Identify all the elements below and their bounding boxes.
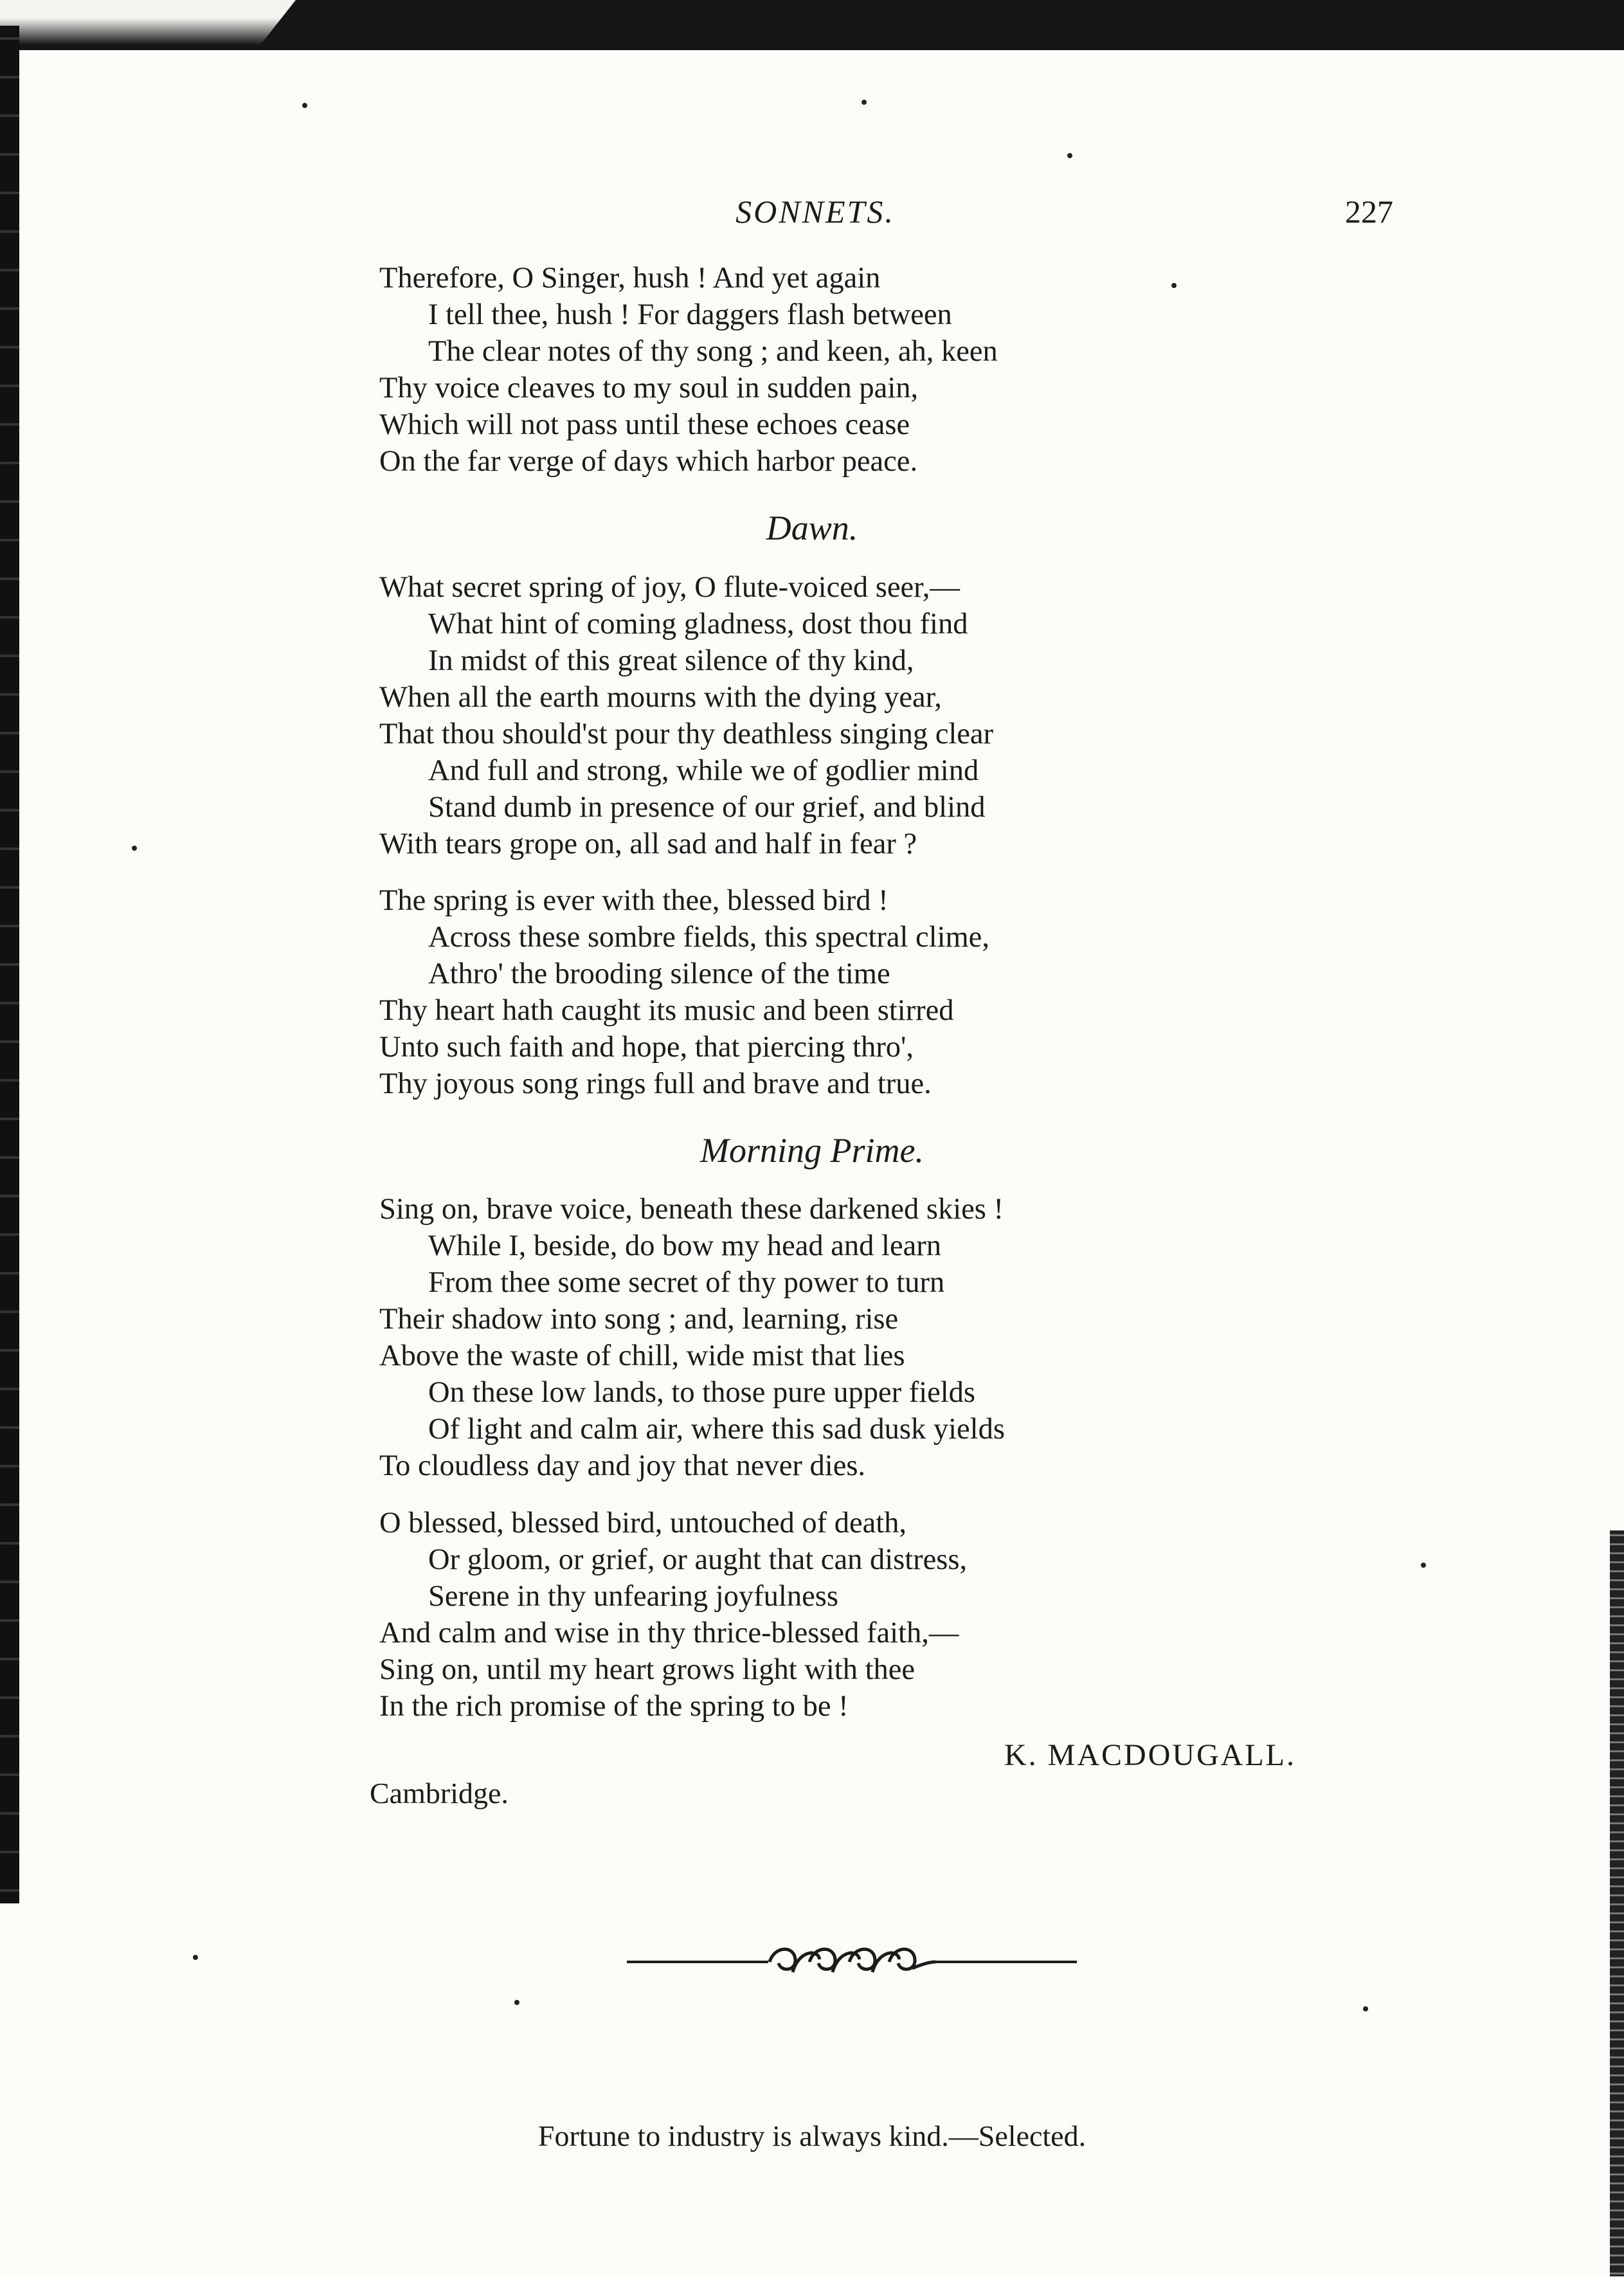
poem-line: Sing on, until my heart grows light with thee <box>379 1653 916 1686</box>
poem-line: Sing on, brave voice, beneath these darkened skies ! <box>379 1193 1004 1226</box>
poem-line: Their shadow into song ; and, learning, rise <box>379 1303 899 1336</box>
poem-line: In the rich promise of the spring to be ! <box>379 1690 849 1723</box>
poem-line: Above the waste of chill, wide mist that lies <box>379 1339 905 1372</box>
poem-line: The spring is ever with thee, blessed bird ! <box>379 884 889 917</box>
scan-speck <box>302 103 307 108</box>
dawn-stanza-1 <box>379 569 993 862</box>
poem-line: On these low lands, to those pure upper fields <box>428 1376 976 1409</box>
poem-line: Thy heart hath caught its music and been stirred <box>379 994 954 1027</box>
sonnet-title-dawn: Dawn. <box>766 509 858 547</box>
poem-line: Thy voice cleaves to my soul in sudden pain, <box>379 372 919 404</box>
poem-line: Serene in thy unfearing joyfulness <box>428 1580 838 1613</box>
sonnet-title-morning-prime: Morning Prime. <box>700 1131 924 1170</box>
poem-line: That thou should'st pour thy deathless singing clear <box>379 718 994 750</box>
poem-line: What secret spring of joy, O flute-voiced seer,— <box>379 571 960 604</box>
poem-line: To cloudless day and joy that never dies. <box>379 1449 866 1482</box>
ornament-divider-icon <box>627 1939 1077 1984</box>
poem-line: Therefore, O Singer, hush ! And yet again <box>379 262 881 295</box>
scan-speck <box>132 846 137 851</box>
place-of-writing: Cambridge. <box>370 1777 509 1810</box>
poem-line: On the far verge of days which harbor peace. <box>379 445 918 478</box>
poem-line: With tears grope on, all sad and half in fear ? <box>379 828 917 860</box>
footer-quote: Fortune to industry is always kind.—Selected. <box>537 2119 1087 2152</box>
poem-line: Thy joyous song rings full and brave and true. <box>379 1067 932 1100</box>
scan-speck <box>514 2000 519 2005</box>
poem-line: The clear notes of thy song ; and keen, ah, keen <box>428 335 998 368</box>
poem-line: Or gloom, or grief, or aught that can distress, <box>428 1543 968 1576</box>
scan-top-border-fade <box>0 0 296 45</box>
poem-line: Across these sombre fields, this spectral clime, <box>428 921 989 954</box>
scan-speck <box>1171 283 1177 288</box>
scan-speck <box>193 1955 198 1960</box>
scan-speck <box>1067 153 1072 158</box>
poem-line: Unto such faith and hope, that piercing thro', <box>379 1031 914 1064</box>
poem-line: Stand dumb in presence of our grief, and blind <box>428 791 986 824</box>
scan-speck <box>1421 1563 1426 1568</box>
poem-line: What hint of coming gladness, dost thou find <box>428 608 968 640</box>
dawn-stanza-2 <box>379 882 989 1102</box>
morning-prime-stanza-2 <box>379 1505 967 1725</box>
poem-line: And calm and wise in thy thrice-blessed faith,— <box>379 1617 959 1649</box>
poem-line: Athro' the brooding silence of the time <box>428 957 890 990</box>
page-number: 227 <box>1345 194 1393 230</box>
poem-line: Of light and calm air, where this sad dusk yields <box>428 1413 1005 1446</box>
scan-right-border <box>1610 1530 1624 2276</box>
sonnet-stanza <box>379 260 998 480</box>
scan-left-border <box>0 26 19 1903</box>
poem-line: Which will not pass until these echoes cease <box>379 408 910 441</box>
poem-line: In midst of this great silence of thy kind, <box>428 644 914 677</box>
poem-line: And full and strong, while we of godlier mind <box>428 754 979 787</box>
poem-line: I tell thee, hush ! For daggers flash between <box>428 298 952 331</box>
poem-line: While I, beside, do bow my head and learn <box>428 1229 941 1262</box>
running-header-title: SONNETS. <box>735 194 895 230</box>
poem-line: O blessed, blessed bird, untouched of death, <box>379 1507 907 1539</box>
morning-prime-stanza-1 <box>379 1191 1005 1484</box>
author-signature: K. MACDOUGALL. <box>1004 1738 1296 1772</box>
scan-speck <box>862 100 867 105</box>
scan-speck <box>1363 2006 1368 2011</box>
poem-line: From thee some secret of thy power to turn <box>428 1266 945 1299</box>
poem-line: When all the earth mourns with the dying year, <box>379 681 942 714</box>
